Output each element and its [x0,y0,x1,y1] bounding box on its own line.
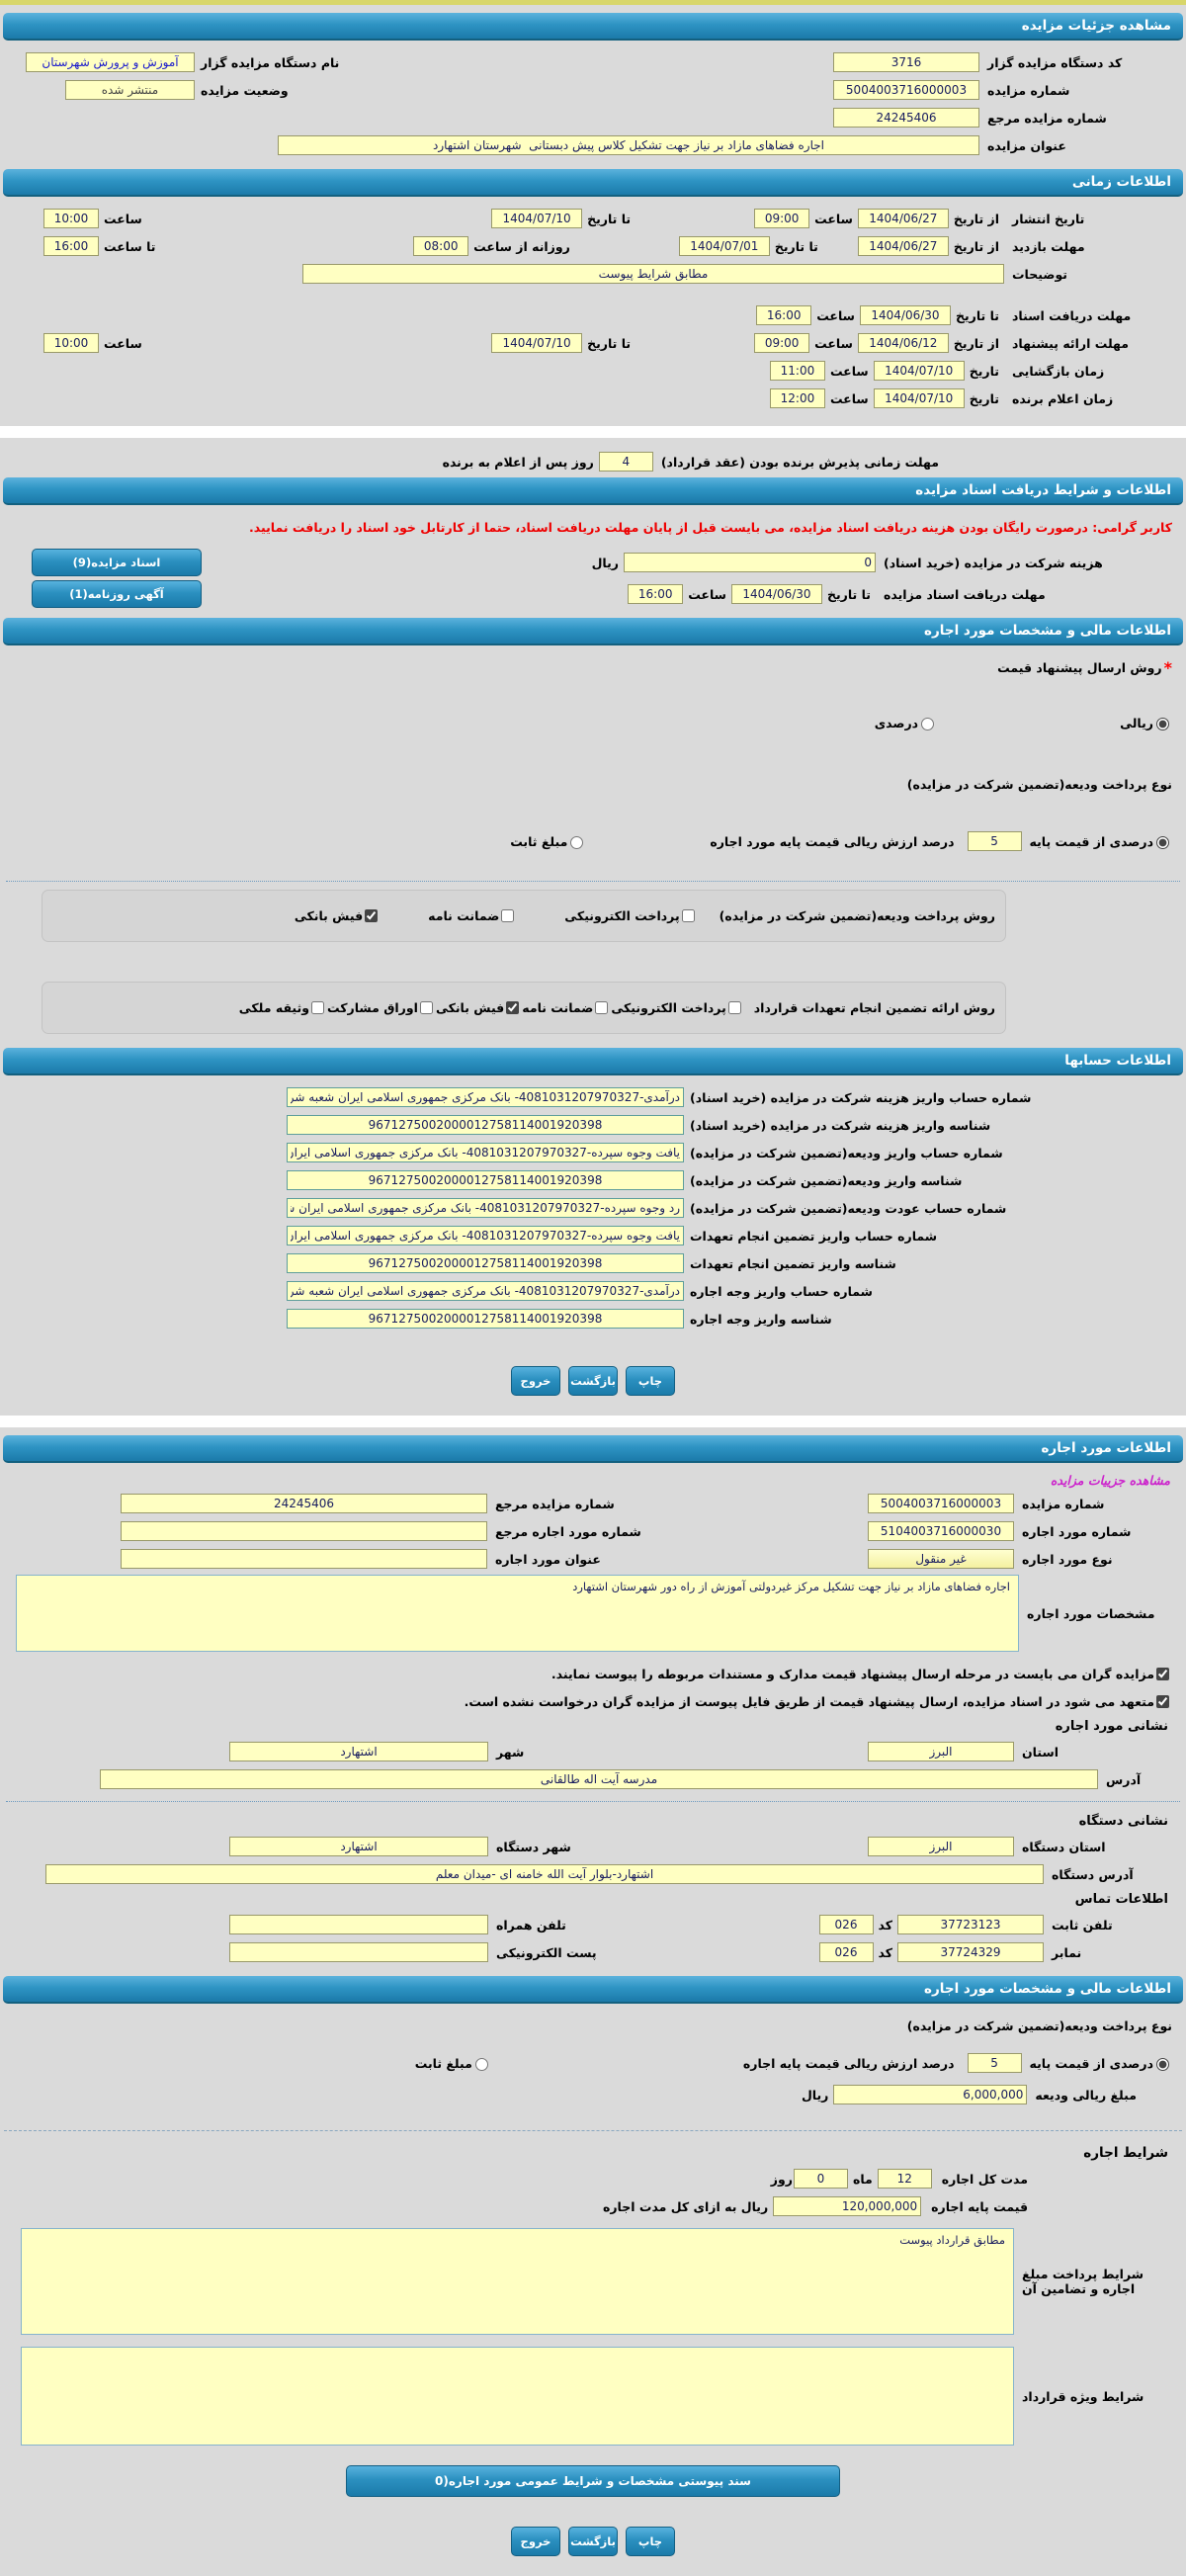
address-field[interactable] [100,1769,1098,1789]
account-row [0,1166,1186,1194]
deposit-amount-currency: ریال [801,2087,829,2103]
row-subject [0,131,1186,159]
visit-daily-caption: روزانه از ساعت [473,238,570,254]
deposit-guarantee-checkbox[interactable] [501,909,514,922]
device-name-group [26,52,339,72]
terms-section-title: شرایط اجاره [1083,2145,1168,2161]
account-row [0,1139,1186,1166]
deposit-electronic-label: پرداخت الکترونیکی [564,908,680,923]
contact-section-title: اطلاعات تماس [1074,1892,1168,1907]
ref-no-field[interactable] [833,108,979,128]
percent-value-field[interactable] [968,831,1022,851]
row-opening [0,357,1186,385]
fixed-amount-label: مبلغ ثابت [510,833,568,849]
docs-to-date[interactable] [860,305,951,325]
city-field[interactable] [229,1742,488,1761]
rental-ref-group [121,1494,615,1513]
no-file-request-option[interactable] [465,1692,1172,1711]
account-row [0,1111,1186,1139]
account-row-label: شناسه واریز هزینه شرکت در مزایده (خرید اسناد) [690,1117,991,1133]
specs-label: مشخصات مورد اجاره [1027,1605,1155,1621]
deposit-type-label: نوع پرداخت ودیعه(تضمین شرکت در مزایده) [906,776,1172,792]
send-method-label: روش ارسال پیشنهاد قیمت [997,659,1162,675]
publish-label: تاریخ انتشار [1012,211,1085,226]
row-notes [0,260,1186,288]
month-word: ماه [852,2171,873,2187]
special-terms-label: شرایط ویژه قرارداد [1022,2388,1144,2404]
opening-time[interactable] [770,361,825,381]
city-label: شهر [496,1744,525,1760]
auction-no-label: شماره مزایده [987,82,1070,98]
row-phone [0,1911,1186,1938]
visit-from-caption: از تاریخ [953,238,999,254]
address-section-title: نشانی مورد اجاره [1055,1719,1168,1734]
financial-title: اطلاعات مالی و مشخصات مورد اجاره [924,623,1171,639]
item-ref-group [121,1521,641,1541]
back-button[interactable]: بازگشت [568,1366,618,1396]
row-device-province-city [0,1833,1186,1860]
row-fax [0,1938,1186,1966]
auction-no-field[interactable] [833,80,979,100]
perf-collateral-checkbox[interactable] [311,1001,324,1014]
item-no-label: شماره مورد اجاره [1022,1523,1132,1539]
percent-radio-option[interactable] [875,715,937,730]
deposit-pay-method-band [42,890,1006,942]
opening-date-caption: تاریخ [969,363,999,379]
item-type-select[interactable] [868,1549,1014,1569]
deposit-bank-slip-label: فیش بانکی [294,908,364,923]
row-deposit-type2 [0,2012,1186,2039]
row-accept-deadline [0,442,1186,473]
publish-from-caption: از تاریخ [953,211,999,226]
row-send-method-options [0,709,1186,736]
device-city-label: شهر دستگاه [496,1839,571,1854]
perf-electronic-label: پرداخت الکترونیکی [611,1000,726,1015]
rental-auction-no-label: شماره مزایده [1022,1496,1105,1511]
visit-daily-to[interactable] [43,236,99,256]
item-title-group [121,1549,601,1569]
row-pay-terms [0,2226,1186,2337]
fee-label: هزینه شرکت در مزایده (خرید اسناد) [884,555,1103,570]
panel-gap [0,1416,1186,1427]
account-row-label: شناسه واریز ودیعه(تضمین شرکت در مزایده) [690,1172,963,1188]
row-publish [0,205,1186,232]
rental-title: اطلاعات مورد اجاره [1041,1440,1171,1456]
deposit-type2-label: نوع پرداخت ودیعه(تضمین شرکت در مزایده) [906,2018,1172,2033]
account-row [0,1194,1186,1222]
fax-field[interactable] [897,1942,1044,1962]
docs-to-hour-caption: ساعت [816,307,855,323]
day-word: روز [770,2171,793,2187]
account-row-field[interactable] [287,1226,684,1245]
row-deposit-options [0,827,1186,855]
row-device-address [0,1860,1186,1888]
winner-date-caption: تاریخ [969,390,999,406]
subject-field[interactable] [278,135,979,155]
perf-guarantee-label: ضمانت نامه [522,1000,594,1015]
row-duration [0,2165,1186,2192]
perf-bonds-option[interactable] [327,998,436,1017]
rental-panel [0,1427,1186,2576]
percent-value-field2[interactable] [968,2053,1022,2073]
item-ref-label: شماره مورد اجاره مرجع [495,1523,641,1539]
device-name-field[interactable] [26,52,195,72]
perf-bonds-label: اوراق مشارکت [327,1000,418,1015]
account-row [0,1083,1186,1111]
band-spacer [0,948,1186,976]
row-no-file-request [0,1687,1186,1715]
account-row [0,1305,1186,1332]
financial2-title: اطلاعات مالی و مشخصات مورد اجاره [924,1981,1171,1997]
time-title: اطلاعات زمانی [1071,174,1171,190]
perf-collateral-label: وثیقه ملکی [238,1000,310,1015]
overview-panel [0,5,1186,426]
account-row-field[interactable] [287,1198,684,1218]
attach-required-option[interactable] [551,1665,1172,1683]
back-button[interactable]: بازگشت [568,2527,618,2556]
item-no-field[interactable] [868,1521,1014,1541]
docs-header [3,477,1183,505]
opening-hour-caption: ساعت [829,363,869,379]
row-item-type [0,1545,1186,1573]
device-code-label: کد دستگاه مزایده گزار [987,54,1123,70]
visit-daily-to-group [43,236,161,256]
dashed-separator [4,2130,1182,2131]
pay-terms-textarea[interactable] [21,2228,1014,2335]
account-row-label: شناسه واریز وجه اجاره [690,1311,832,1327]
deposit-amount-label: مبلغ ریالی ودیعه [1035,2087,1137,2103]
row-auction-no [0,76,1186,104]
attachment-document-button[interactable]: سند پیوستی مشخصات و شرایط عمومی مورد اجاره(0 [346,2465,840,2497]
notes-label: توضیحات [1012,266,1067,282]
publish-to-date[interactable] [491,209,582,228]
publish-to-time-group [43,209,147,228]
newspaper-ad-button[interactable]: آگهی روزنامه(1) [32,580,202,608]
winner-date[interactable] [874,388,965,408]
panel3-actions [0,2513,1186,2562]
offer-from-date[interactable] [858,333,949,353]
perf-electronic-option[interactable] [611,998,743,1017]
publish-from-date[interactable] [858,209,949,228]
fee-field[interactable] [624,553,876,572]
offer-to-time-group [43,333,147,353]
percent-suffix: درصد ارزش ریالی قیمت پایه مورد اجاره [710,833,955,849]
docs-deadline-label: مهلت دریافت اسناد [1012,307,1132,323]
status-field[interactable] [65,80,195,100]
province-label: استان [1022,1744,1059,1760]
device-name-label: نام دستگاه مزایده گزار [201,54,340,70]
rial-radio-option[interactable] [1120,715,1172,730]
email-group [229,1942,597,1962]
row-send-method [0,653,1186,681]
special-terms-textarea[interactable] [21,2347,1014,2446]
fixed-amount-option2[interactable] [415,2055,491,2071]
account-row-field[interactable] [287,1170,684,1190]
city-group [229,1742,524,1761]
email-field[interactable] [229,1942,488,1962]
fax-code-caption: کد [878,1944,892,1960]
percent-radio[interactable] [921,718,934,730]
perf-electronic-checkbox[interactable] [728,1001,741,1014]
row-docs-deadline [0,301,1186,329]
device-code-field[interactable] [833,52,979,72]
days-field[interactable] [794,2169,848,2189]
percent-suffix2: درصد ارزش ریالی قیمت پایه اجاره [742,2055,955,2071]
perf-collateral-option[interactable] [239,998,327,1017]
financial-header [3,618,1183,645]
docs-to-time[interactable] [756,305,811,325]
publish-from-hour-caption: ساعت [814,211,853,226]
device-city-field[interactable] [229,1837,488,1856]
visit-label: مهلت بازدید [1012,238,1085,254]
overview-header [3,13,1183,41]
item-title-field[interactable] [121,1549,487,1569]
exit-button[interactable]: خروج [511,1366,560,1396]
docs-warning-text: کاربر گرامی: درصورت رایگان بودن هزینه دریافت اسناد مزایده، می بایست قبل از پایان مهلت دریافت اسناد، حتما از کارتابل خود اسناد را دریافت نمایید. [249,519,1172,535]
percent-radio-label: درصدی [874,715,919,730]
address-label: آدرس [1106,1771,1142,1787]
account-row [0,1222,1186,1249]
fixed-amount-label2: مبلغ ثابت [414,2055,472,2071]
overview-title: مشاهده جزئیات مزایده [1021,18,1171,34]
docs-receive-date[interactable] [731,584,822,604]
phone-code-field[interactable] [819,1915,874,1934]
device-city-group [229,1837,571,1856]
perf-guarantee-checkbox[interactable] [595,1001,608,1014]
docs-title: اطلاعات و شرایط دریافت اسناد مزایده [915,482,1171,498]
account-row-label: شماره حساب واریز هزینه شرکت در مزایده (خرید اسناد) [690,1089,1032,1105]
duration-label: مدت کل اجاره [941,2171,1028,2187]
device-province-label: استان دستگاه [1022,1839,1106,1854]
row-ref-no [0,104,1186,131]
device-address-label: آدرس دستگاه [1052,1866,1134,1882]
percent-base-option[interactable] [1030,833,1172,849]
phone-code-caption: کد [878,1917,892,1932]
row-warning [0,513,1186,541]
row-visit [0,232,1186,260]
visit-to-caption: تا تاریخ [774,238,818,254]
row-deposit-options2 [0,2049,1186,2077]
accounts-title: اطلاعات حسابها [1064,1053,1171,1069]
status-group [65,80,289,100]
docs-financial-panel [0,438,1186,1416]
mobile-label: تلفن همراه [496,1917,566,1932]
offer-from-hour-caption: ساعت [814,335,853,351]
base-price-field[interactable] [773,2196,921,2216]
perf-bank-slip-option[interactable] [436,998,522,1017]
row-device-code [0,48,1186,76]
account-row-field[interactable] [287,1253,684,1273]
device-province-field[interactable] [868,1837,1014,1856]
print-button[interactable]: چاپ [626,2527,675,2556]
phone-field[interactable] [897,1915,1044,1934]
publish-to-hour-caption: ساعت [104,211,142,226]
fax-code-field[interactable] [819,1942,874,1962]
fixed-amount-option[interactable] [510,833,586,849]
phone-label: تلفن ثابت [1052,1917,1113,1932]
rial-radio[interactable] [1156,718,1169,730]
visit-to-date[interactable] [679,236,770,256]
attach-required-label: مزایده گران می بایست در مرحله ارسال پیشنهاد قیمت مدارک و مستندات مربوطه را پیوست نمایند. [551,1666,1154,1681]
pay-terms-label: شرایط پرداخت مبلغ اجاره و تضامین آن [1022,2267,1144,2296]
publish-to-time[interactable] [43,209,99,228]
auction-docs-button[interactable]: اسناد مزایده(9) [32,549,202,576]
row-attach-required [0,1660,1186,1687]
account-row [0,1277,1186,1305]
offer-to-date[interactable] [491,333,582,353]
province-field[interactable] [868,1742,1014,1761]
offer-to-hour-caption: ساعت [104,335,142,351]
panel-gap [0,426,1186,438]
fax-label: نمابر [1052,1944,1082,1960]
perf-bank-slip-label: فیش بانکی [435,1000,505,1015]
account-row-label: شماره حساب واریز وجه اجاره [690,1283,873,1299]
visit-daily-to-caption: تا ساعت [104,238,156,254]
row-item-no [0,1517,1186,1545]
deposit-guarantee-option[interactable] [428,906,517,925]
visit-from-date[interactable] [858,236,949,256]
device-address-section-title: نشانی دستگاه [1078,1814,1168,1829]
accept-days-field[interactable] [599,452,653,472]
percent-base-option2[interactable] [1030,2055,1172,2071]
percent-base-radio2[interactable] [1156,2058,1169,2071]
row-special-terms [0,2345,1186,2447]
row-deposit-amount [0,2081,1186,2108]
opening-date[interactable] [874,361,965,381]
fixed-amount-radio[interactable] [570,836,583,849]
row-winner [0,385,1186,412]
required-asterisk: * [1163,657,1172,677]
docs-receive-to-caption: تا تاریخ [826,586,871,602]
docs-receive-label: مهلت دریافت اسناد مزایده [884,586,1046,602]
percent-base-label2: درصدی از قیمت پایه [1029,2055,1153,2071]
offer-to-time[interactable] [43,333,99,353]
row-specs [0,1573,1186,1654]
item-ref-field[interactable] [121,1521,487,1541]
offer-label: مهلت ارائه پیشنهاد [1012,335,1130,351]
winner-label: زمان اعلام برنده [1012,390,1114,406]
rental-ref-no-label: شماره مزایده مرجع [495,1496,615,1511]
fixed-amount-radio2[interactable] [475,2058,488,2071]
ref-no-label: شماره مزایده مرجع [987,110,1107,126]
docs-receive-time[interactable] [628,584,683,604]
offer-from-time[interactable] [754,333,809,353]
account-row [0,1249,1186,1277]
docs-to-caption: تا تاریخ [955,307,999,323]
row-rental-auction-no [0,1490,1186,1517]
base-price-suffix: ریال به ازای کل مدت اجاره [602,2198,769,2214]
winner-time[interactable] [770,388,825,408]
panel2-actions [0,1352,1186,1402]
winner-hour-caption: ساعت [829,390,869,406]
account-row-field[interactable] [287,1281,684,1301]
rental-ref-no-field[interactable] [121,1494,487,1513]
row-base-price [0,2192,1186,2220]
time-header [3,169,1183,197]
row-offer [0,329,1186,357]
no-file-request-label: متعهد می شود در اسناد مزایده، ارسال پیشنهاد قیمت از طریق فایل پیوست از مزایده گران درخواست نشده است. [464,1693,1154,1709]
percent-base-radio[interactable] [1156,836,1169,849]
publish-from-time[interactable] [754,209,809,228]
docs-receive-hour-caption: ساعت [688,586,726,602]
accounts-header [3,1048,1183,1075]
percent-base-label: درصدی از قیمت پایه [1029,833,1153,849]
fee-currency: ریال [591,555,619,570]
perf-bonds-checkbox[interactable] [420,1001,433,1014]
accept-deadline-label: مهلت زمانی پذیرش برنده بودن (عقد قرارداد) [660,454,939,470]
deposit-amount-field[interactable] [833,2085,1027,2104]
account-row-label: شماره حساب عودت ودیعه(تضمین شرکت در مزایده) [690,1200,1007,1216]
no-file-request-checkbox[interactable] [1156,1695,1169,1708]
offer-to-caption: تا تاریخ [587,335,632,351]
row-docs-receive-deadline [0,578,1186,610]
deposit-bank-slip-checkbox[interactable] [365,909,378,922]
months-field[interactable] [878,2169,932,2189]
exit-button[interactable]: خروج [511,2527,560,2556]
rental-auction-no-field[interactable] [868,1494,1014,1513]
row-deposit-type [0,770,1186,798]
perf-bank-slip-checkbox[interactable] [506,1001,519,1014]
rial-radio-label: ریالی [1120,715,1153,730]
perf-guarantee-option[interactable] [522,998,611,1017]
opening-label: زمان بازگشایی [1012,363,1105,379]
account-row-label: شماره حساب واریز ودیعه(تضمین شرکت در مزایده) [690,1145,1003,1160]
item-type-label: نوع مورد اجاره [1022,1551,1113,1567]
accept-suffix: روز پس از اعلام به برنده [442,454,594,470]
rental-header [3,1435,1183,1463]
item-title-label: عنوان مورد اجاره [495,1551,601,1567]
deposit-electronic-checkbox[interactable] [682,909,695,922]
device-address-field[interactable] [45,1864,1044,1884]
subject-label: عنوان مزایده [987,137,1066,153]
account-row-label: شناسه واریز تضمین انجام تعهدات [690,1255,896,1271]
deposit-pay-method-label: روش پرداخت ودیعه(تضمین شرکت در مزایده) [719,908,995,923]
deposit-guarantee-label: ضمانت نامه [428,908,500,923]
mobile-group [229,1915,566,1934]
attach-required-checkbox[interactable] [1156,1668,1169,1680]
deposit-bank-slip-option[interactable] [295,906,381,925]
deposit-electronic-option[interactable] [564,906,697,925]
specs-textarea[interactable] [16,1575,1019,1652]
status-label: وضعیت مزایده [201,82,289,98]
financial2-header [3,1976,1183,2004]
notes-field[interactable] [302,264,1004,284]
dotted-separator [6,881,1180,882]
base-price-label: قیمت پایه اجاره [931,2198,1028,2214]
row-province-city [0,1738,1186,1765]
publish-to-caption: تا تاریخ [587,211,632,226]
row-address [0,1765,1186,1793]
row-fee [0,547,1186,578]
account-row-field[interactable] [287,1087,684,1107]
performance-method-band [42,982,1006,1034]
account-row-label: شماره حساب واریز تضمین انجام تعهدات [690,1228,938,1244]
mobile-field[interactable] [229,1915,488,1934]
visit-daily-from[interactable] [413,236,468,256]
print-button[interactable]: چاپ [626,1366,675,1396]
offer-from-caption: از تاریخ [953,335,999,351]
performance-method-label: روش ارائه تضمین انجام تعهدات قرارداد [753,1000,995,1015]
dotted-separator [6,1801,1180,1802]
account-row-field[interactable] [287,1115,684,1135]
view-auction-details-link[interactable]: مشاهده جزییات مزایده [1050,1473,1170,1488]
account-row-field[interactable] [287,1143,684,1162]
account-row-field[interactable] [287,1309,684,1329]
email-label: پست الکترونیکی [496,1944,597,1960]
